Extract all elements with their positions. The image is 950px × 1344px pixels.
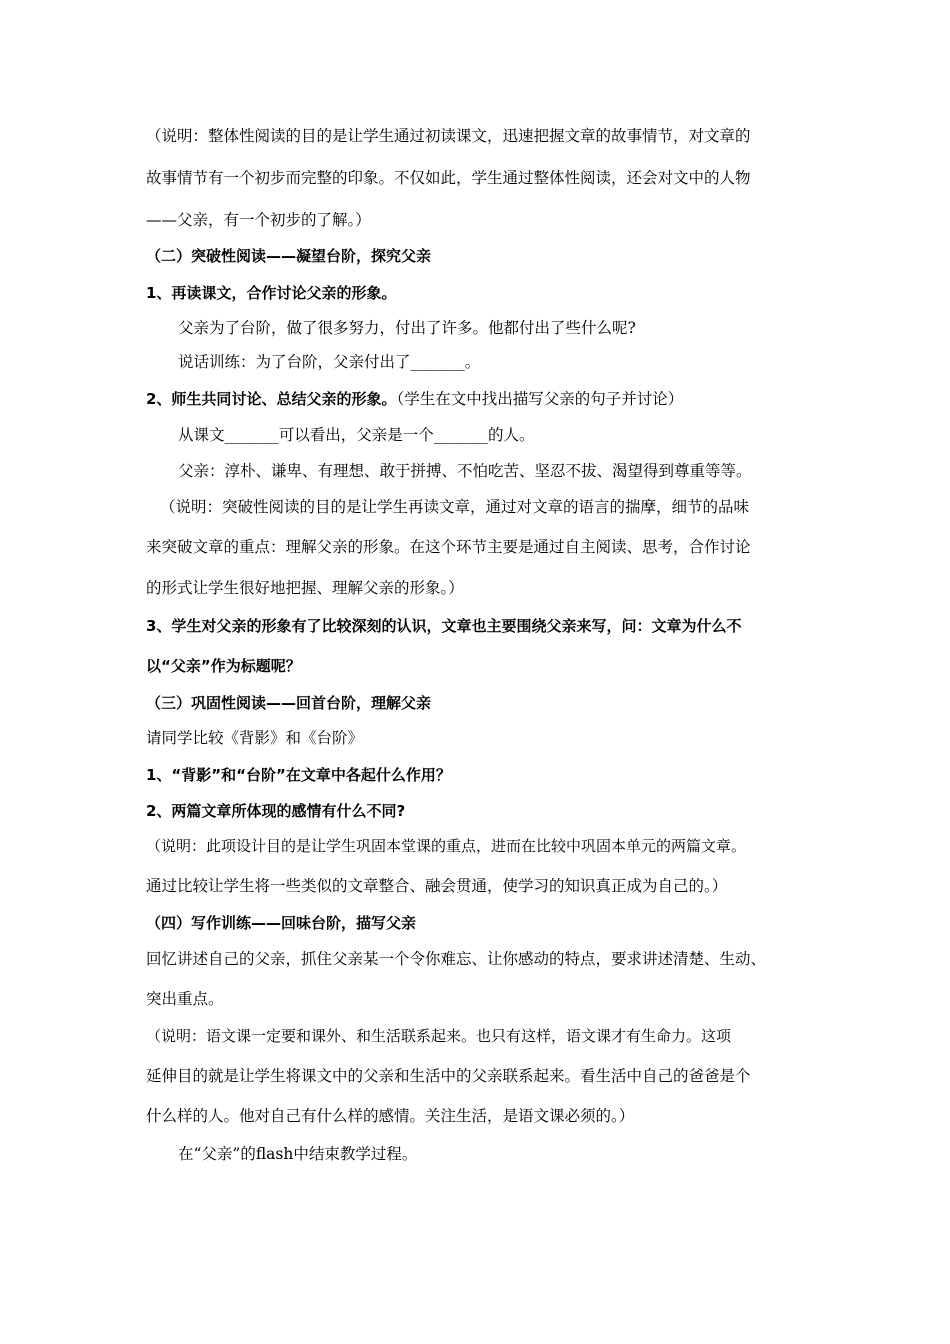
section4-note-line-2: 延伸目的就是让学生将课文中的父亲和生活中的父亲联系起来。看生活中自己的爸爸是个 <box>146 1067 751 1085</box>
section4-heading: （四）写作训练——回味台阶，描写父亲 <box>146 914 417 932</box>
section4-note-line-3: 什么样的人。他对自己有什么样的感情。关注生活，是语文课必须的。） <box>146 1107 635 1125</box>
intro-note-line-2: 故事情节有一个初步而完整的印象。不仅如此，学生通过整体性阅读，还会对文中的人物 <box>146 169 751 187</box>
section3-heading: （三）巩固性阅读——回首台阶，理解父亲 <box>146 694 432 712</box>
intro-note-line-1: （说明：整体性阅读的目的是让学生通过初读课文，迅速把握文章的故事情节，对文章的 <box>146 127 751 145</box>
section2-item3-line-2: 以“父亲”作为标题呢？ <box>146 657 301 675</box>
section4-task-line-2: 突出重点。 <box>146 990 224 1008</box>
section2-item1-training: 说话训练：为了台阶，父亲付出了_______。 <box>178 353 481 371</box>
section3-note-line-1: （说明：此项设计目的是让学生巩固本堂课的重点，进而在比较中巩固本单元的两篇文章。 <box>146 837 747 855</box>
section2-item2-answer: 父亲：淳朴、谦卑、有理想、敢于拼搏、不怕吃苦、坚忍不拔、渴望得到尊重等等。 <box>178 462 752 480</box>
section3-question-1: 1、“背影”和“台阶”在文章中各起什么作用？ <box>146 766 451 784</box>
section2-item3-line-1: 3、学生对父亲的形象有了比较深刻的认识，文章也主要围绕父亲来写，问：文章为什么不 <box>146 617 742 635</box>
section4-note-line-1: （说明：语文课一定要和课外、和生活联系起来。也只有这样，语文课才有生命力。这项 <box>146 1027 732 1045</box>
section2-item1-title: 1、再读课文，合作讨论父亲的形象。 <box>146 284 397 302</box>
section3-note-line-2: 通过比较让学生将一些类似的文章整合、融会贯通，使学习的知识真正成为自己的。） <box>146 877 728 895</box>
section2-item1-question: 父亲为了台阶，做了很多努力，付出了许多。他都付出了些什么呢? <box>178 319 636 337</box>
section4-task-line-1: 回忆讲述自己的父亲，抓住父亲某一个令你难忘、让你感动的特点，要求讲述清楚、生动、 <box>146 950 767 968</box>
section2-item2-fill: 从课文_______可以看出，父亲是一个_______的人。 <box>178 426 535 444</box>
section2-note-line-1: （说明：突破性阅读的目的是让学生再读文章，通过对文章的语言的揣摩，细节的品味 <box>160 498 750 516</box>
section4-ending: 在“父亲”的flash中结束教学过程。 <box>178 1145 418 1163</box>
section3-question-2: 2、两篇文章所体现的感情有什么不同? <box>146 802 406 820</box>
section2-item2-row <box>146 389 683 409</box>
section2-item2-note: （学生在文中找出描写父亲的句子并讨论） <box>396 390 684 408</box>
intro-note-line-3: ——父亲，有一个初步的了解。） <box>146 211 371 229</box>
section2-heading: （二）突破性阅读——凝望台阶，探究父亲 <box>146 247 432 265</box>
section2-note-line-3: 的形式让学生很好地把握、理解父亲的形象。） <box>146 579 464 597</box>
section2-note-line-2: 来突破文章的重点：理解父亲的形象。在这个环节主要是通过自主阅读、思考，合作讨论 <box>146 538 751 556</box>
section2-item2-title: 2、师生共同讨论、总结父亲的形象。 <box>146 390 397 408</box>
section3-intro: 请同学比较《背影》和《台阶》 <box>146 729 364 747</box>
